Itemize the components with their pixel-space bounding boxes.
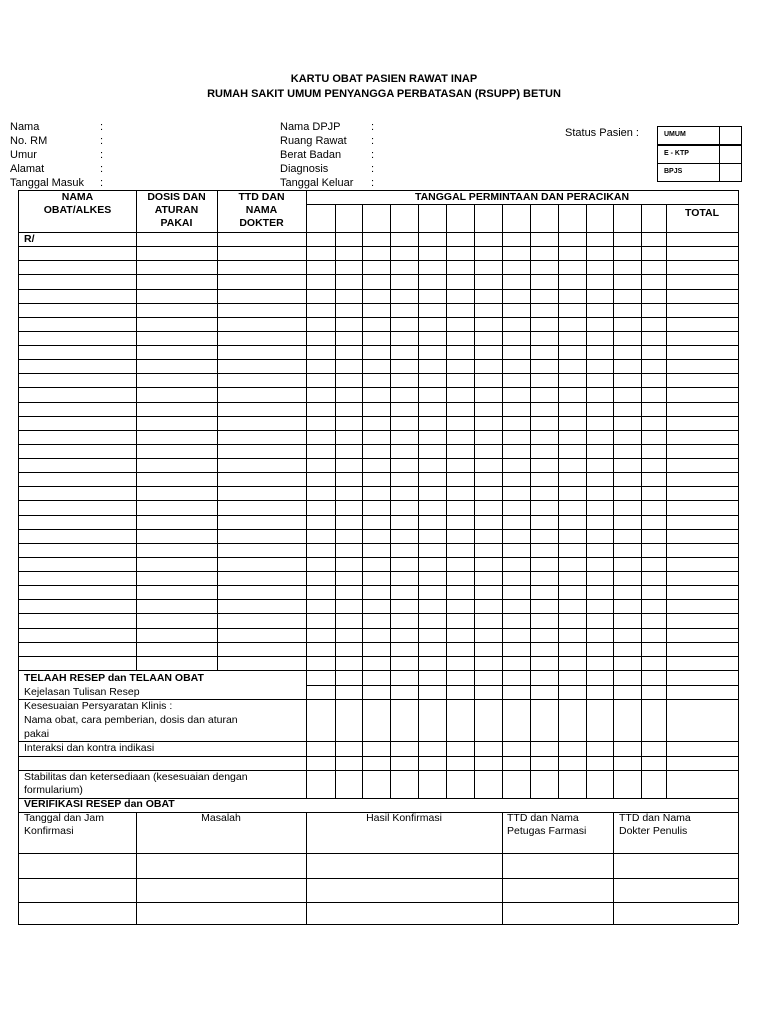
- header-line: TTD dan Nama: [619, 812, 691, 824]
- grid-line: [18, 853, 738, 854]
- grid-line: [18, 902, 738, 903]
- header-total: TOTAL: [684, 207, 720, 219]
- label-ruang-rawat: Ruang Rawat: [280, 135, 347, 147]
- verifikasi-col-hasil: Hasil Konfirmasi: [366, 812, 442, 824]
- grid-line: [18, 756, 738, 757]
- label-tanggal-masuk: Tanggal Masuk: [10, 177, 84, 189]
- recipe-symbol: R/: [24, 233, 35, 245]
- header-ttd-dokter: [217, 191, 306, 230]
- grid-line: [18, 232, 738, 233]
- status-option-umum: [657, 126, 720, 145]
- grid-line: [18, 387, 738, 388]
- grid-line: [335, 204, 336, 798]
- status-option-bpjs: [657, 163, 720, 182]
- grid-line: [18, 430, 738, 431]
- grid-line: [18, 472, 738, 473]
- header-tanggal: TANGGAL PERMINTAAN DAN PERACIKAN: [414, 191, 630, 203]
- grid-line: [18, 260, 738, 261]
- grid-line: [18, 585, 738, 586]
- verifikasi-col-ttd-farmasi: [507, 812, 586, 838]
- grid-line: [18, 274, 738, 275]
- grid-line: [217, 190, 218, 670]
- telaah-item-kesesuaian: Kesesuaian Persyaratan Klinis :: [24, 700, 173, 712]
- grid-line: [18, 373, 738, 374]
- grid-line: [390, 204, 391, 798]
- header-line: Tanggal dan Jam: [24, 812, 104, 824]
- telaah-item-pakai: pakai: [24, 728, 50, 740]
- header-line: OBAT/ALKES: [43, 204, 112, 216]
- grid-line: [18, 331, 738, 332]
- grid-line: [18, 571, 738, 572]
- header-line: Dokter Penulis: [619, 825, 688, 837]
- grid-line: [18, 402, 738, 403]
- status-checkbox-bpjs[interactable]: [719, 163, 742, 182]
- telaah-item-formularium: formularium): [24, 784, 83, 796]
- grid-line: [18, 515, 738, 516]
- grid-line: [18, 670, 738, 671]
- label-nama-dpjp: Nama DPJP: [280, 121, 341, 133]
- header-line: TTD dan Nama: [507, 812, 579, 824]
- grid-line: [306, 685, 738, 686]
- status-option-label: BPJS: [664, 168, 683, 175]
- grid-line: [530, 204, 531, 798]
- grid-line: [18, 529, 738, 530]
- header-line: DOKTER: [239, 217, 284, 229]
- grid-line: [18, 613, 738, 614]
- grid-line: [18, 246, 738, 247]
- grid-line: [306, 190, 307, 798]
- grid-line: [136, 190, 137, 670]
- telaah-item-interaksi: Interaksi dan kontra indikasi: [24, 742, 155, 754]
- grid-line: [502, 812, 503, 924]
- label-nama: Nama: [10, 121, 40, 133]
- header-line: Konfirmasi: [24, 825, 74, 837]
- grid-line: [666, 204, 667, 798]
- colon: :: [371, 163, 375, 175]
- grid-line: [18, 289, 738, 290]
- label-alamat: Alamat: [10, 163, 45, 175]
- colon: :: [100, 121, 104, 133]
- verifikasi-col-masalah: Masalah: [201, 812, 241, 824]
- grid-line: [306, 812, 307, 924]
- grid-line: [18, 642, 738, 643]
- colon: :: [371, 135, 375, 147]
- grid-line: [738, 190, 739, 924]
- verifikasi-col-tanggal: [24, 812, 104, 838]
- verifikasi-heading: VERIFIKASI RESEP dan OBAT: [24, 798, 175, 810]
- telaah-heading: TELAAH RESEP dan TELAAN OBAT: [24, 672, 204, 684]
- form-title: KARTU OBAT PASIEN RAWAT INAP: [290, 73, 478, 85]
- hospital-name: RUMAH SAKIT UMUM PENYANGGA PERBATASAN (RSUPP) BETUN: [207, 88, 561, 100]
- header-line: NAMA: [245, 204, 278, 216]
- header-line: PAKAI: [160, 217, 193, 229]
- grid-line: [558, 204, 559, 798]
- telaah-item-nama-obat: Nama obat, cara pemberian, dosis dan aturan: [24, 714, 238, 726]
- header-dosis: [136, 191, 217, 230]
- status-label: Status Pasien :: [565, 127, 639, 139]
- telaah-item-stabilitas: Stabilitas dan ketersediaan (kesesuaian dengan: [24, 771, 248, 783]
- grid-line: [18, 599, 738, 600]
- grid-line: [18, 878, 738, 879]
- header-line: DOSIS DAN: [147, 191, 206, 203]
- grid-line: [18, 458, 738, 459]
- grid-line: [18, 317, 738, 318]
- grid-line: [474, 204, 475, 798]
- verifikasi-col-ttd-dokter: [619, 812, 691, 838]
- grid-line: [18, 345, 738, 346]
- colon: :: [371, 177, 375, 189]
- grid-line: [362, 204, 363, 798]
- status-checkbox-ektp[interactable]: [719, 145, 742, 164]
- colon: :: [100, 163, 104, 175]
- label-umur: Umur: [10, 149, 37, 161]
- grid-line: [18, 557, 738, 558]
- status-checkbox-umum[interactable]: [719, 126, 742, 145]
- grid-line: [613, 204, 614, 798]
- label-berat-badan: Berat Badan: [280, 149, 342, 161]
- colon: :: [100, 149, 104, 161]
- grid-line: [418, 204, 419, 798]
- status-option-ektp: [657, 145, 720, 164]
- grid-line: [586, 204, 587, 798]
- label-diagnosis: Diagnosis: [280, 163, 329, 175]
- grid-line: [18, 924, 738, 925]
- grid-line: [502, 204, 503, 798]
- grid-line: [18, 500, 738, 501]
- status-option-label: UMUM: [664, 131, 686, 138]
- header-line: Petugas Farmasi: [507, 825, 587, 837]
- grid-line: [18, 543, 738, 544]
- header-line: TTD DAN: [238, 191, 285, 203]
- telaah-item-kejelasan: Kejelasan Tulisan Resep: [24, 686, 140, 698]
- header-line: ATURAN: [154, 204, 199, 216]
- grid-line: [18, 656, 738, 657]
- grid-line: [18, 486, 738, 487]
- label-tanggal-keluar: Tanggal Keluar: [280, 177, 354, 189]
- grid-line: [18, 416, 738, 417]
- colon: :: [371, 121, 375, 133]
- colon: :: [100, 135, 104, 147]
- grid-line: [18, 628, 738, 629]
- grid-line: [613, 812, 614, 924]
- grid-line: [18, 444, 738, 445]
- header-nama-obat: [19, 191, 136, 217]
- colon: :: [100, 177, 104, 189]
- grid-line: [446, 204, 447, 798]
- grid-line: [18, 303, 738, 304]
- grid-line: [18, 359, 738, 360]
- grid-line: [306, 204, 738, 205]
- colon: :: [371, 149, 375, 161]
- grid-line: [641, 204, 642, 798]
- grid-line: [136, 812, 137, 924]
- label-no-rm: No. RM: [10, 135, 48, 147]
- status-option-label: E - KTP: [664, 150, 689, 157]
- header-line: NAMA: [61, 191, 94, 203]
